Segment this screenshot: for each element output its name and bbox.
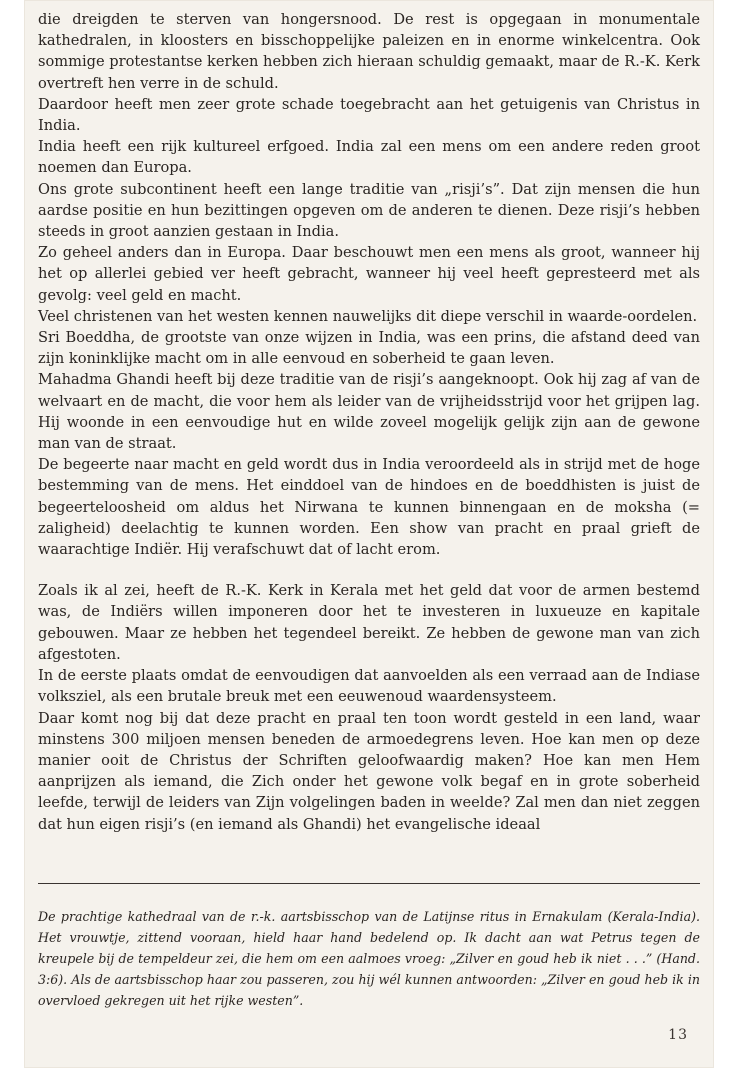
paragraph: De begeerte naar macht en geld wordt dus in India veroordeeld als in strijd met de hoge bestemming van de mens. Het einddoel van de hindoes en de boeddhisten is juist de begeerteloosheid om aldus het Nirwana te kunnen binnengaan en de moksha (= zaligheid) deelachtig te kunnen worden. Een show van pracht en praal grieft de waarachtige Indiër. Hij verafschuwt dat of lacht erom. [38, 456, 700, 559]
paragraph: die dreigden te sterven van hongersnood. De rest is opgegaan in monumentale kathedralen, in kloosters en bisschoppelijke paleizen en in enorme winkelcentra. Ook sommige protestantse kerken hebben zich hieraan schuldig gemaakt, maar de R.-K. Kerk overtreft hen verre in de schuld. [38, 11, 700, 92]
page-number: 13 [668, 1027, 688, 1043]
paragraph: Sri Boeddha, de grootste van onze wijzen in India, was een prins, die afstand deed van zijn koninklijke macht om in alle eenvoud en soberheid te gaan leven. [38, 329, 700, 368]
photo-caption: De prachtige kathedraal van de r.-k. aartsbisschop van de Latijnse ritus in Ernakulam (Kerala-India). Het vrouwtje, zittend vooraan, hield haar hand bedelend op. Ik dacht aan wat Petrus tegen de kreupele bij de tempeldeur zei, die hem om een aalmoes vroeg: „Zilver en goud heb ik niet . . .” (Hand. 3:6). Als de aartsbisschop haar zou passeren, zou hij wél kunnen antwoorden: „Zilver en goud heb ik in overvloed gekregen uit het rijke westen”. [38, 909, 700, 1008]
paragraph: Zoals ik al zei, heeft de R.-K. Kerk in Kerala met het geld dat voor de armen bestemd was, de Indiërs willen imponeren door het te investeren in luxueuze en kapitale gebouwen. Maar ze hebben het tegendeel bereikt. Ze hebben de gewone man van zich afgestoten. [38, 582, 700, 663]
paragraph: Daardoor heeft men zeer grote schade toegebracht aan het getuigenis van Christus in India. [38, 95, 700, 135]
paragraph: Ons grote subcontinent heeft een lange traditie van „risji’s”. Dat zijn mensen die hun aardse positie en hun bezittingen opgeven om de anderen te dienen. Deze risji’s hebben steeds in groot aanzien gestaan in India. [38, 180, 700, 241]
body-text [38, 9, 700, 835]
paragraph: India heeft een rijk kultureel erfgoed. India zal een mens om een andere reden groot noemen dan Europa. [38, 138, 700, 177]
caption-divider [38, 883, 700, 884]
paragraph: Daar komt nog bij dat deze pracht en praal ten toon wordt gesteld in een land, waar minstens 300 miljoen mensen beneden de armoedegrens leven. Hoe kan men op deze manier ooit de Christus der Schriften geloofwaardig maken? Hoe kan men Hem aanprijzen als iemand, die Zich onder het gewone volk begaf en in grote soberheid leefde, terwijl de leiders van Zijn volgelingen baden in weelde? Zal men dan niet zeggen dat hun eigen risji’s (en iemand als Ghandi) het evangelische ideaal [38, 709, 700, 833]
paragraph: Mahadma Ghandi heeft bij deze traditie van de risji’s aangeknoopt. Ook hij zag af van de welvaart en de macht, die voor hem als leider van de vrijheidsstrijd voor het grijpen lag. Hij woonde in een eenvoudige hut en wilde zoveel mogelijk gelijk zijn aan de gewone man van de straat. [38, 371, 700, 453]
paragraph: Zo geheel anders dan in Europa. Daar beschouwt men een mens als groot, wanneer hij het op allerlei gebied ver heeft gebracht, wanneer hij veel heeft gepresteerd met als gevolg: veel geld en macht. [38, 244, 700, 304]
paragraph: Veel christenen van het westen kennen nauwelijks dit diepe verschil in waarde-oordelen. [38, 307, 698, 325]
book-page [24, 0, 714, 1068]
paragraph: In de eerste plaats omdat de eenvoudigen dat aanvoelden als een verraad aan de Indiase volksziel, als een brutale breuk met een eeuwenoud waardensysteem. [38, 667, 700, 706]
